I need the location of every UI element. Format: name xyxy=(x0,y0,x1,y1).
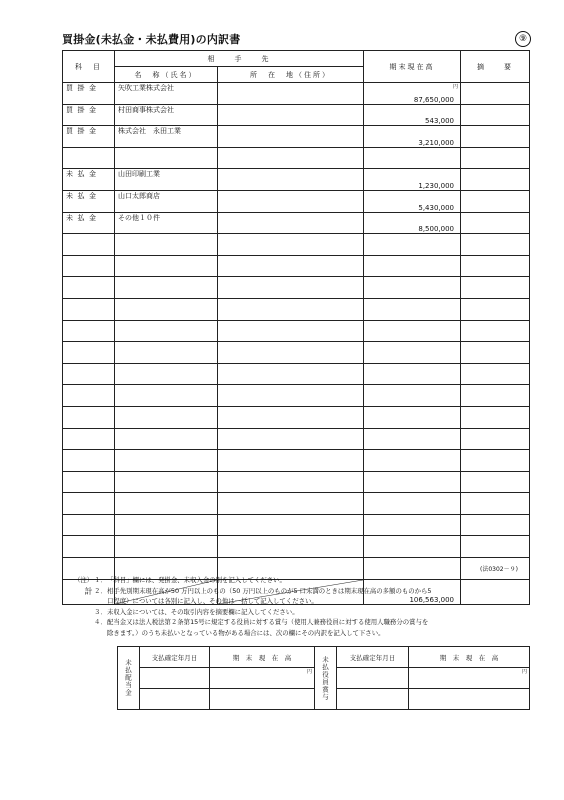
row-amount-value: 87,650,000 xyxy=(413,95,454,104)
row-amount xyxy=(364,514,461,536)
row-amount xyxy=(364,169,461,191)
row-amount-value: 8,500,000 xyxy=(418,225,454,234)
table-row xyxy=(63,320,530,342)
table-row xyxy=(63,277,530,299)
row-amount xyxy=(364,363,461,385)
row-category: 買掛金 xyxy=(63,83,115,105)
right-date-cell xyxy=(337,689,409,710)
row-category xyxy=(63,363,115,385)
note-text: 口程度）については各別に記入し、その他は一括して記入してください。 xyxy=(107,597,318,605)
form-code: (法0302－９) xyxy=(480,566,518,573)
row-amount xyxy=(364,558,461,580)
table-row xyxy=(63,363,530,385)
header-name: 名 称（氏名） xyxy=(115,67,218,83)
row-category: 買掛金 xyxy=(63,104,115,126)
row-remarks xyxy=(461,342,530,364)
row-name xyxy=(115,493,218,515)
left-balance-cell xyxy=(210,689,315,710)
row-amount xyxy=(364,83,461,105)
row-amount xyxy=(364,493,461,515)
row-remarks xyxy=(461,363,530,385)
table-row xyxy=(63,190,530,212)
note-text: 配当金又は法人税法第２条第15号に規定する役員に対する賞与（使用人兼務役員に対する使用人職務分の賞与を xyxy=(107,618,429,626)
breakdown-table xyxy=(62,50,530,605)
right-date-header: 支払確定年月日 xyxy=(337,647,409,668)
row-address xyxy=(218,126,364,148)
row-amount-value: 3,210,000 xyxy=(418,138,454,147)
table-row xyxy=(63,298,530,320)
row-name xyxy=(115,536,218,558)
row-amount xyxy=(364,255,461,277)
row-amount xyxy=(364,104,461,126)
row-name xyxy=(115,363,218,385)
row-amount xyxy=(364,342,461,364)
unpaid-bonus-label: 未払役員賞与 xyxy=(315,647,337,710)
dividend-bonus-table xyxy=(117,646,530,710)
row-name xyxy=(115,277,218,299)
row-address xyxy=(218,320,364,342)
note-index: ２． xyxy=(94,586,107,595)
row-name xyxy=(115,320,218,342)
table-row xyxy=(63,212,530,234)
row-remarks xyxy=(461,320,530,342)
row-remarks xyxy=(461,83,530,105)
left-date-header: 支払確定年月日 xyxy=(140,647,210,668)
note-prefix: （注） xyxy=(74,576,94,584)
row-remarks xyxy=(461,298,530,320)
row-amount-value: 1,230,000 xyxy=(418,181,454,190)
right-date-cell xyxy=(337,668,409,689)
note-index: ３． xyxy=(94,607,107,616)
row-name: 山田印刷工業 xyxy=(115,169,218,191)
row-amount xyxy=(364,471,461,493)
row-remarks xyxy=(461,126,530,148)
note-text: 相手先別期末現在高が50 万円以上のもの（50 万円以上のものが5 口未満のときは期末現在高の多額のものから5 xyxy=(107,586,432,595)
row-amount-value: 543,000 xyxy=(425,117,454,126)
header-remarks: 摘 要 xyxy=(461,51,530,83)
table-row xyxy=(63,493,530,515)
row-remarks xyxy=(461,212,530,234)
row-address xyxy=(218,406,364,428)
row-address xyxy=(218,514,364,536)
row-name: 山口太郎商店 xyxy=(115,190,218,212)
header-counterparty: 相 手 先 xyxy=(115,51,364,67)
left-date-cell xyxy=(140,689,210,710)
row-address xyxy=(218,450,364,472)
row-address xyxy=(218,234,364,256)
note-text: 「科目」欄には、発掛金、未収入金の別を記入してください。 xyxy=(107,576,286,584)
row-address xyxy=(218,190,364,212)
header-balance: 期末現在高 xyxy=(364,51,461,83)
row-remarks xyxy=(461,234,530,256)
table-row xyxy=(63,471,530,493)
row-remarks xyxy=(461,277,530,299)
header-category: 科 目 xyxy=(63,51,115,83)
row-category: 未払金 xyxy=(63,212,115,234)
row-amount xyxy=(364,428,461,450)
row-amount xyxy=(364,234,461,256)
note-index: ４． xyxy=(94,618,107,626)
row-amount xyxy=(364,147,461,169)
row-amount xyxy=(364,298,461,320)
table-row xyxy=(63,536,530,558)
page-title: 買掛金(未払金・未払費用)の内訳書 xyxy=(62,33,241,46)
row-remarks xyxy=(461,406,530,428)
row-remarks xyxy=(461,190,530,212)
row-address xyxy=(218,147,364,169)
yen-unit-label: 円 xyxy=(452,84,458,90)
row-name xyxy=(115,450,218,472)
row-category xyxy=(63,277,115,299)
row-remarks xyxy=(461,514,530,536)
row-address xyxy=(218,428,364,450)
row-remarks xyxy=(461,169,530,191)
row-address xyxy=(218,493,364,515)
row-category xyxy=(63,536,115,558)
row-name xyxy=(115,428,218,450)
table-row xyxy=(63,255,530,277)
row-name: 株式会社 永田工業 xyxy=(115,126,218,148)
row-amount xyxy=(364,212,461,234)
row-address xyxy=(218,169,364,191)
row-category xyxy=(63,147,115,169)
table-row xyxy=(63,83,530,105)
unpaid-dividend-label: 未払配当金 xyxy=(118,647,140,710)
row-address xyxy=(218,298,364,320)
right-balance-cell: 円 xyxy=(409,668,530,689)
left-date-cell xyxy=(140,668,210,689)
row-remarks xyxy=(461,428,530,450)
table-row xyxy=(63,514,530,536)
row-category xyxy=(63,471,115,493)
table-row xyxy=(63,104,530,126)
total-remarks xyxy=(461,579,530,604)
table-row xyxy=(63,428,530,450)
table-row xyxy=(63,450,530,472)
row-name xyxy=(115,255,218,277)
row-address xyxy=(218,536,364,558)
row-amount xyxy=(364,190,461,212)
right-balance-cell xyxy=(409,689,530,710)
note-index: １． xyxy=(94,576,107,584)
row-name xyxy=(115,514,218,536)
row-name xyxy=(115,342,218,364)
row-category xyxy=(63,385,115,407)
row-category xyxy=(63,514,115,536)
row-address xyxy=(218,471,364,493)
row-amount xyxy=(364,126,461,148)
total-amount: 106,563,000 xyxy=(364,579,461,604)
row-remarks xyxy=(461,147,530,169)
row-address xyxy=(218,83,364,105)
row-address xyxy=(218,277,364,299)
row-address xyxy=(218,385,364,407)
note-text: 未収入金については、その取引内容を摘要欄に記入してください。 xyxy=(107,607,299,616)
row-category xyxy=(63,255,115,277)
row-remarks xyxy=(461,450,530,472)
row-address xyxy=(218,363,364,385)
row-remarks xyxy=(461,493,530,515)
row-name: 矢吹工業株式会社 xyxy=(115,83,218,105)
form-number-badge: ⑨ xyxy=(515,31,531,47)
row-category xyxy=(63,406,115,428)
row-remarks xyxy=(461,536,530,558)
row-name: その他１０件 xyxy=(115,212,218,234)
row-amount xyxy=(364,406,461,428)
row-remarks xyxy=(461,385,530,407)
row-category xyxy=(63,342,115,364)
row-category xyxy=(63,450,115,472)
row-address xyxy=(218,212,364,234)
note-text: 除きます。）のうち未払いとなっている物がある場合には、次の欄にその内訳を記入して下さい。 xyxy=(107,628,385,637)
row-category: 未払金 xyxy=(63,169,115,191)
row-name: 村田商事株式会社 xyxy=(115,104,218,126)
row-category xyxy=(63,428,115,450)
row-amount-value: 5,430,000 xyxy=(418,203,454,212)
table-row xyxy=(63,385,530,407)
row-remarks xyxy=(461,104,530,126)
row-address xyxy=(218,104,364,126)
left-balance-cell: 円 xyxy=(210,668,315,689)
row-category xyxy=(63,493,115,515)
row-category: 未払金 xyxy=(63,190,115,212)
row-remarks xyxy=(461,255,530,277)
row-amount xyxy=(364,385,461,407)
row-remarks xyxy=(461,471,530,493)
row-name xyxy=(115,234,218,256)
row-address xyxy=(218,255,364,277)
left-balance-header: 期 末 現 在 高 xyxy=(210,647,315,668)
row-name xyxy=(115,406,218,428)
table-row xyxy=(63,169,530,191)
row-amount xyxy=(364,450,461,472)
row-category xyxy=(63,320,115,342)
row-name xyxy=(115,385,218,407)
row-address xyxy=(218,342,364,364)
row-category xyxy=(63,298,115,320)
table-row xyxy=(63,126,530,148)
row-name xyxy=(115,298,218,320)
row-amount xyxy=(364,536,461,558)
row-category: 買掛金 xyxy=(63,126,115,148)
table-row xyxy=(63,234,530,256)
row-amount xyxy=(364,277,461,299)
table-row xyxy=(63,342,530,364)
row-amount xyxy=(364,320,461,342)
row-category xyxy=(63,234,115,256)
table-row xyxy=(63,147,530,169)
table-row xyxy=(63,406,530,428)
row-name xyxy=(115,147,218,169)
total-label: 計 xyxy=(63,579,115,604)
row-name xyxy=(115,471,218,493)
header-address: 所 在 地（住所） xyxy=(218,67,364,83)
right-balance-header: 期 末 現 在 高 xyxy=(409,647,530,668)
